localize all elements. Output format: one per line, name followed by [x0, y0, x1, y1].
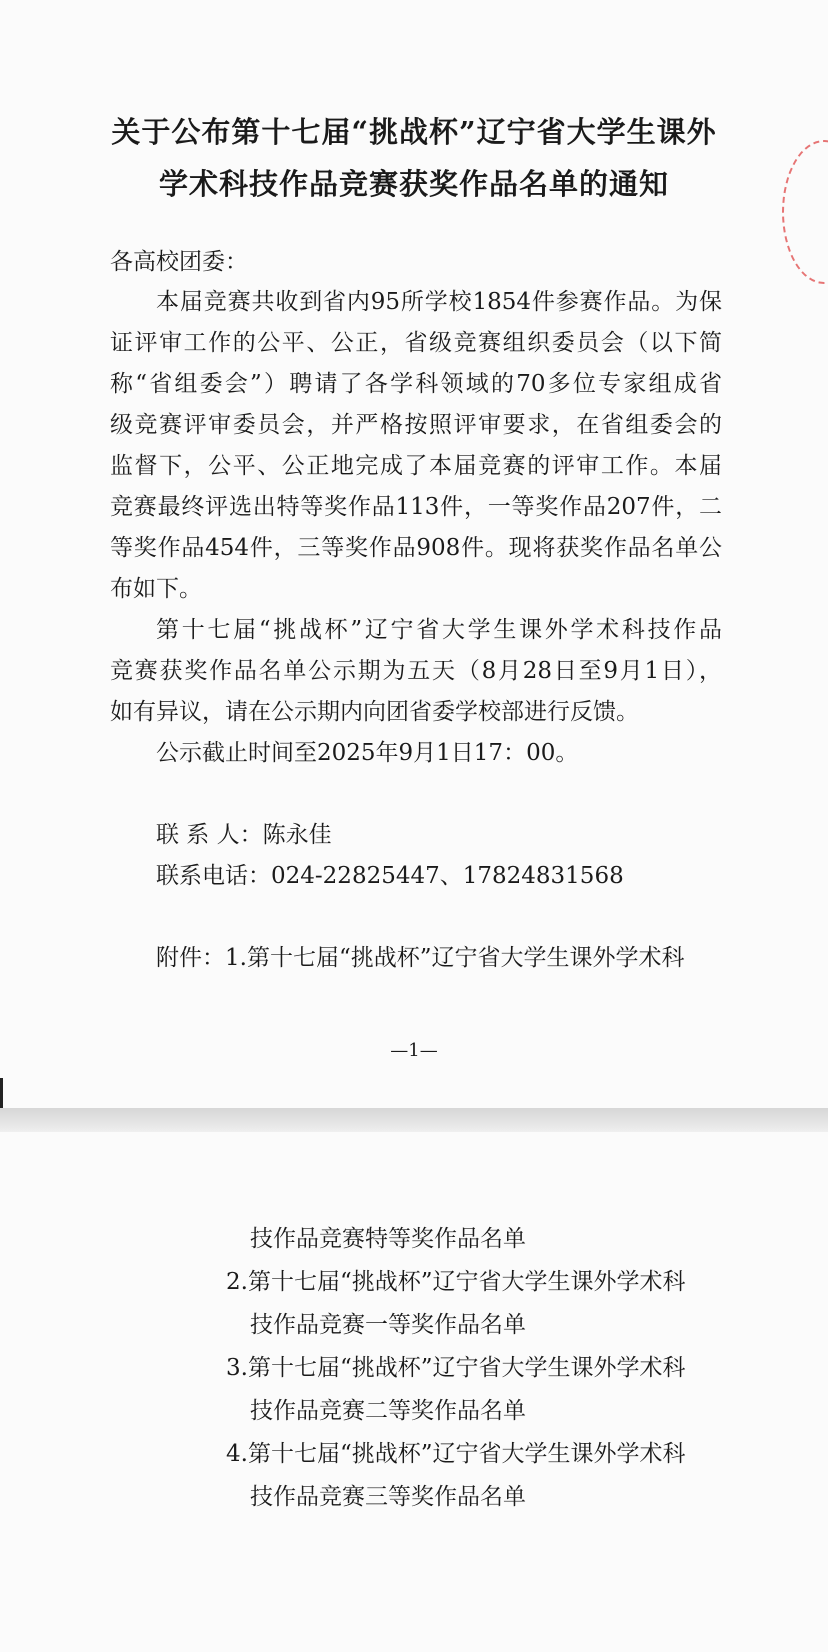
document-page-2 — [0, 1132, 828, 1652]
notice-title-line-1: 关于公布第十七届“挑战杯”辽宁省大学生课外 — [111, 115, 717, 149]
body-line-5: 监督下，公平、公正地完成了本届竞赛的评审工作。本届 — [110, 453, 722, 479]
page-edge-mark — [0, 1078, 3, 1108]
body-line-9: 第十七届“挑战杯”辽宁省大学生课外学术科技作品 — [156, 617, 722, 643]
contact-person: 联 系 人：陈永佳 — [156, 822, 332, 848]
body-line-2: 证评审工作的公平、公正，省级竞赛组织委员会（以下简 — [110, 330, 722, 356]
attachment-3: 3.第十七届“挑战杯”辽宁省大学生课外学术科 — [226, 1355, 686, 1381]
body-line-4: 级竞赛评审委员会，并严格按照评审要求，在省组委会的 — [110, 412, 722, 438]
notice-title-line-2: 学术科技作品竞赛获奖作品名单的通知 — [158, 167, 669, 201]
attachment-3-continued: 技作品竞赛二等奖作品名单 — [250, 1398, 526, 1424]
attachment-4: 4.第十七届“挑战杯”辽宁省大学生课外学术科 — [226, 1441, 686, 1467]
attachment-2: 2.第十七届“挑战杯”辽宁省大学生课外学术科 — [226, 1269, 686, 1295]
salutation: 各高校团委： — [110, 249, 248, 275]
attachment-1-continued: 技作品竞赛特等奖作品名单 — [250, 1226, 526, 1252]
contact-phone: 联系电话：024-22825447、17824831568 — [156, 863, 624, 889]
attachments-header: 附件：1.第十七届“挑战杯”辽宁省大学生课外学术科 — [156, 945, 685, 971]
body-line-3: 称“省组委会”）聘请了各学科领域的70多位专家组成省 — [110, 371, 722, 397]
body-line-11: 如有异议，请在公示期内向团省委学校部进行反馈。 — [110, 699, 639, 725]
deadline-line: 公示截止时间至2025年9月1日17：00。 — [156, 740, 579, 766]
page-number: —1— — [390, 1040, 438, 1061]
body-line-10: 竞赛获奖作品名单公示期为五天（8月28日至9月1日）， — [110, 658, 722, 684]
attachment-2-continued: 技作品竞赛一等奖作品名单 — [250, 1312, 526, 1338]
attachment-4-continued: 技作品竞赛三等奖作品名单 — [250, 1484, 526, 1510]
body-line-1: 本届竞赛共收到省内95所学校1854件参赛作品。为保 — [156, 289, 722, 315]
body-line-8: 布如下。 — [110, 576, 202, 602]
body-line-6: 竞赛最终评选出特等奖作品113件，一等奖作品207件，二 — [110, 494, 722, 520]
page-divider — [0, 1108, 828, 1132]
body-line-7: 等奖作品454件，三等奖作品908件。现将获奖作品名单公 — [110, 535, 722, 561]
